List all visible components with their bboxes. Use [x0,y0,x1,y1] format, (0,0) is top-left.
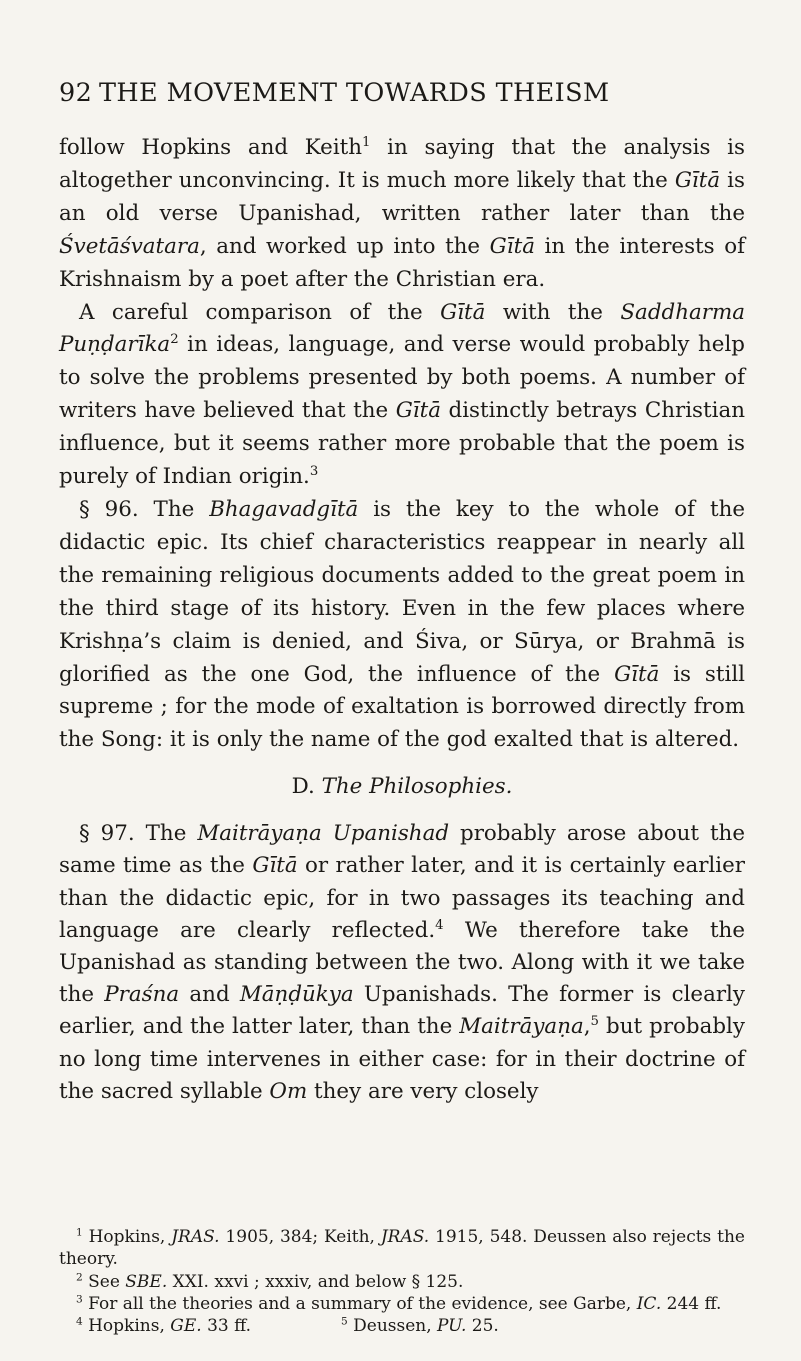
italic-term: Māṇḍūkya [239,982,354,1008]
text-run: distinctly betrays Christian influence, but it seems rather more probable that the poem is purely of Indian origin. [59,398,745,490]
text-run: with the [485,299,621,325]
text-run: they are very closely [307,1078,539,1104]
page-number: 92 [59,78,93,108]
italic-term: Śvetāśvatara [59,233,200,259]
italic-term: Gītā [674,167,721,193]
text-run: See [82,1271,126,1292]
italic-term: Saddharma Puṇḍarīka [59,299,745,358]
footnote-number: 2 [76,1270,83,1283]
footnote-ref[interactable]: 1 [362,134,371,150]
italic-term: JRAS. [380,1227,430,1247]
italic-term: Gītā [440,299,486,325]
text-run: § 96. The [79,496,210,522]
italic-term: Maitrāyaṇa [459,1014,584,1040]
footnote-number: 4 [76,1315,83,1328]
text-run: A careful comparison of the [79,299,441,325]
footnote [59,1226,745,1271]
text-run: 1905, 384; Keith, [219,1227,381,1247]
body-text [59,132,745,1108]
paragraph [59,297,745,494]
subheading-title: The Philosophies. [321,774,513,800]
text-run: is the key to the whole of the didactic epic. Its chief characteristics reappear in nearly all the remaining religious documents added to the great poem in the third stage of its history. Even in the few places where Krishṇa’s claim is denied, and Śiva, or Sūrya, or Brahmā is glorified as the one God, the influence of the [59,496,745,687]
paragraph [59,818,745,1108]
footnote-number: 1 [76,1226,83,1239]
text-run: in ideas, language, and verse would probably help to solve the problems presented by both poems. A number of writers have believed that the [59,332,745,424]
italic-term: Gītā [252,853,298,879]
text-run: We therefore take the Upanishad as standing between the two. Along with it we take the [59,917,745,1008]
text-run: Hopkins, [82,1316,171,1337]
paragraph [59,494,745,757]
text-run: For all the theories and a summary of the evidence, see Garbe, [82,1293,637,1314]
footnote [59,1293,745,1315]
italic-term: Bhagavadgītā [209,496,359,522]
italic-term: GE. [170,1316,202,1337]
text-run: XXI. xxvi ; xxxiv, and below § 125. [167,1271,464,1292]
text-run: 33 ff. [201,1316,252,1337]
footnote-ref[interactable]: 4 [435,917,444,933]
italic-term: Gītā [614,661,660,687]
footnote-number: 3 [76,1293,83,1306]
footnote-ref[interactable]: 5 [590,1014,599,1030]
footnote-ref[interactable]: 3 [309,463,319,479]
italic-term: JRAS. [171,1227,220,1247]
subheading-prefix: D. [291,774,322,800]
text-run: , and worked up into the [199,233,490,259]
text-run: is an old verse Upanishad, written rather later than the [59,167,745,226]
text-run: is still supreme ; for the mode of exaltation is borrowed directly from the Song: it is only the name of the god exalted that is altered. [59,661,746,753]
text-run: follow Hopkins and Keith [59,135,363,160]
footnote [59,1271,745,1293]
text-run: 244 ff. [661,1293,722,1314]
paragraph [59,132,745,297]
section-subheading [59,771,745,804]
text-run: Upanishads. The former is clearly earlier, and the latter later, than the [59,982,745,1040]
text-run: in the interests of Krishnaism by a poet after the Christian era. [59,233,745,292]
text-run: or rather later, and it is certainly earlier than the didactic epic, for in two passages its teaching and language are clearly reflected. [59,853,746,943]
text-run: , [583,1014,591,1040]
text-run: 1915, 548. Deussen also rejects the theory. [59,1227,745,1270]
text-run: § 97. The [79,821,198,847]
italic-term: PU. [437,1316,467,1337]
text-run: probably arose about the same time as the [59,821,745,879]
italic-term: Praśna [104,982,180,1008]
footnote [59,1315,745,1337]
italic-term: Om [269,1078,308,1104]
text-run: and [179,982,240,1008]
text-run: Hopkins, [82,1227,172,1247]
italic-term: Gītā [489,233,535,259]
italic-term: Gītā [395,398,441,424]
running-header [59,78,759,108]
footnote-ref[interactable]: 2 [170,332,179,348]
text-run: 25. [466,1316,499,1337]
italic-term: IC. [636,1293,662,1314]
text-run: Deussen, [347,1316,438,1337]
running-title: THE MOVEMENT TOWARDS THEISM [99,78,610,108]
footnotes [59,1226,745,1337]
italic-term: Maitrāyaṇa Upanishad [197,821,450,847]
text-run: but probably no long time intervenes in either case: for in their doctrine of the sacred syllable [59,1014,745,1104]
text-run: in saying that the analysis is altogether unconvincing. It is much more likely that the [59,135,745,193]
footnote-number: 5 [341,1315,348,1328]
italic-term: SBE. [125,1271,168,1292]
